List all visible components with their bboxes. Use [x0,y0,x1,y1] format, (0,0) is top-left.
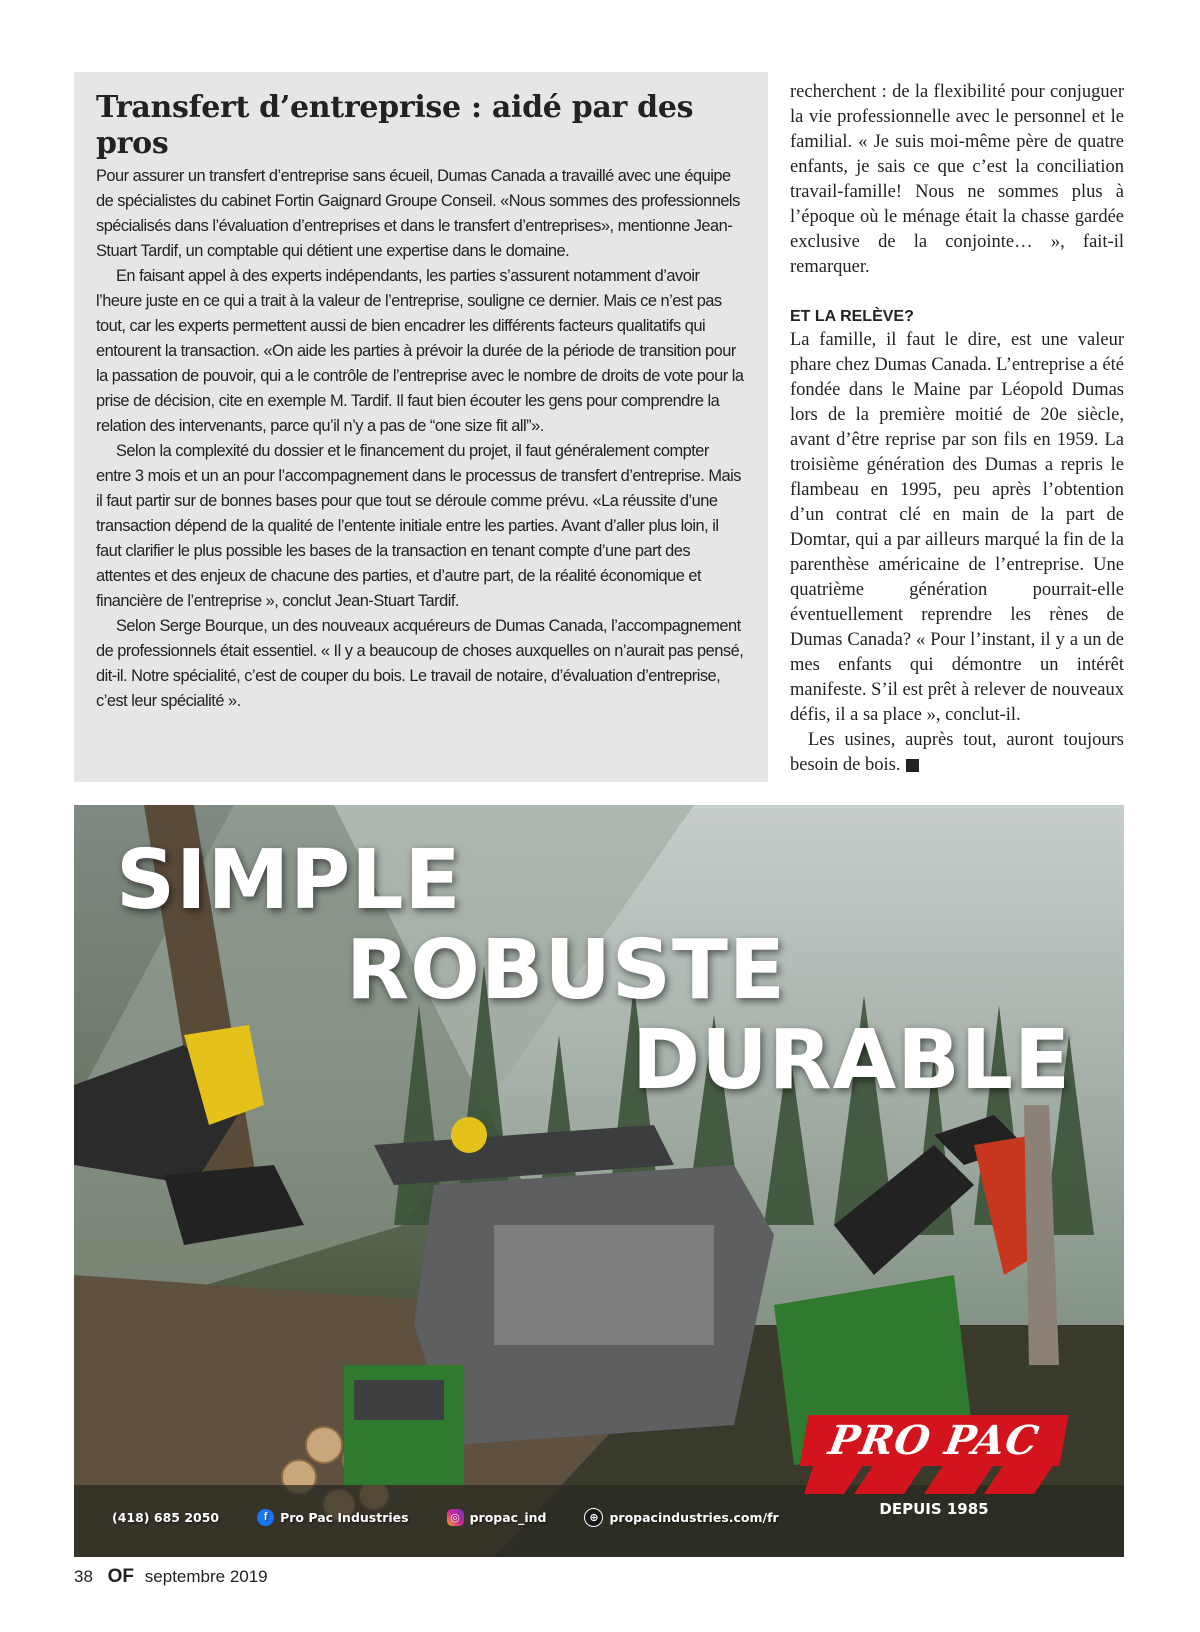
sidebar-paragraph: Selon la complexité du dossier et le financement du projet, il faut généralement compter entre 3 mois et un an pour l’accompagnement dans le processus de transfert d’entreprise. Mais il faut partir sur de bonnes bases pour que tout se déroule comme prévu. «La réussite d’une transaction dépend de la qualité de l’entente initiale entre les parties. Avant d’aller plus loin, il faut clarifier le plus possible les bases de la transaction en tenant compte d’une part des attentes et des enjeux de chacune des parties, et d’autre part, de la réalité économique et financière de l’entreprise », conclut Jean-Stuart Tardif. [96,442,742,610]
facebook-contact[interactable] [257,1509,408,1526]
ad-headline-durable: DURABLE [632,1013,1072,1108]
facebook-name[interactable]: Pro Pac Industries [280,1509,409,1525]
sidebar-title: Transfert d’entreprise : aidé par des pros [96,90,694,161]
article-closing-text: Les usines, auprès tout, auront toujours besoin de bois. [790,730,1124,775]
article-paragraph [790,728,1124,778]
sidebar-paragraph: Selon Serge Bourque, un des nouveaux acquéreurs de Dumas Canada, l’accompagnement de professionnels était essentiel. « Il y a beaucoup de choses auxquelles on n’aurait pas pensé, dit-il. Notre spécialité, c’est de couper du bois. Le travail de notaire, d’évaluation d’entreprise, c’est leur spécialité ». [96,617,744,710]
article-paragraph: recherchent : de la flexibilité pour conjuguer la vie professionnelle avec le personnel et le familial. « Je suis moi-même père de quatre enfants, je sais ce que c’est la conciliation travail-famille! Nous ne sommes plus à l’époque où le ménage était la chasse gardée exclusive de la conjointe… », fait-il remarquer. [790,82,1124,277]
ad-headline-robuste: ROBUSTE [346,923,786,1018]
ad-contact-bar [74,1497,779,1537]
advertisement[interactable] [74,805,1124,1557]
instagram-icon: ◎ [447,1509,464,1526]
logo-since: DEPUIS 1985 [879,1500,989,1518]
website-contact[interactable] [584,1508,778,1527]
sidebar-paragraph: En faisant appel à des experts indépendants, les parties s’assurent notamment d’avoir l’heure juste en ce qui a trait à la valeur de l’entreprise, souligne ce dernier. Mais ce n’est pas tout, car les experts permettent aussi de bien encadrer les différents facteurs qualitatifs qui entourent la transaction. «On aide les parties à prévoir la durée de la période de transition pour la passation de pouvoir, qui a le contrôle de l’entreprise avec le nombre de droits de vote pour la prise de décision, cite en exemple M. Tardif. Il faut bien écouter les gens pour comprendre la relation des intervenants, parce qu’il n’y a pas de “one size fit all”». [96,267,744,435]
sidebar-paragraph: Pour assurer un transfert d’entreprise sans écueil, Dumas Canada a travaillé avec une équipe de spécialistes du cabinet Fortin Gaignard Groupe Conseil. «Nous sommes des professionnels spécialisés dans l’évaluation d’entreprises et dans le transfert d’entreprises», mentionne Jean-Stuart Tardif, un comptable qui détient une expertise dans le domaine. [96,167,740,260]
logo-stripes-icon [804,1464,1064,1494]
magazine-name: OF [107,1566,135,1587]
end-mark-icon: OF [906,759,919,772]
instagram-handle[interactable]: propac_ind [469,1509,547,1525]
website-url[interactable]: propacindustries.com/fr [609,1509,779,1525]
article-column [790,80,1124,778]
article-paragraph: La famille, il faut le dire, est une valeur phare chez Dumas Canada. L’entreprise a été fondée dans le Maine par Léopold Dumas lors de la première moitié de 20e siècle, avant d’être reprise par son fils en 1959. La troisième génération des Dumas a repris le flambeau en 1995, peu après l’obtention d’un contrat clé en main de la part de Domtar, qui a par ailleurs marqué la fin de la parenthèse américaine de l’entreprise. Une quatrième génération pourrait-elle éventuellement reprendre les rènes de Dumas Canada? « Pour l’instant, il y a un de mes enfants qui démontre un intérêt manifeste. S’il est prêt à relever de nouveaux défis, il a sa place », conclut-il. [790,330,1124,725]
phone-contact[interactable] [112,1510,219,1525]
logo-wordmark: PRO PAC [800,1415,1069,1466]
issue-date: septembre 2019 [144,1567,268,1586]
facebook-icon: f [257,1509,274,1526]
sidebar-box [74,72,768,782]
ad-headline-simple: SIMPLE [116,833,462,928]
globe-icon: ⊕ [584,1508,603,1527]
phone-number[interactable]: (418) 685 2050 [112,1509,220,1525]
instagram-contact[interactable] [447,1509,547,1526]
page-footer [74,1566,268,1588]
page-number: 38 [74,1567,93,1586]
propac-logo[interactable] [804,1415,1064,1518]
section-heading: ET LA RELÈVE? [790,308,914,325]
